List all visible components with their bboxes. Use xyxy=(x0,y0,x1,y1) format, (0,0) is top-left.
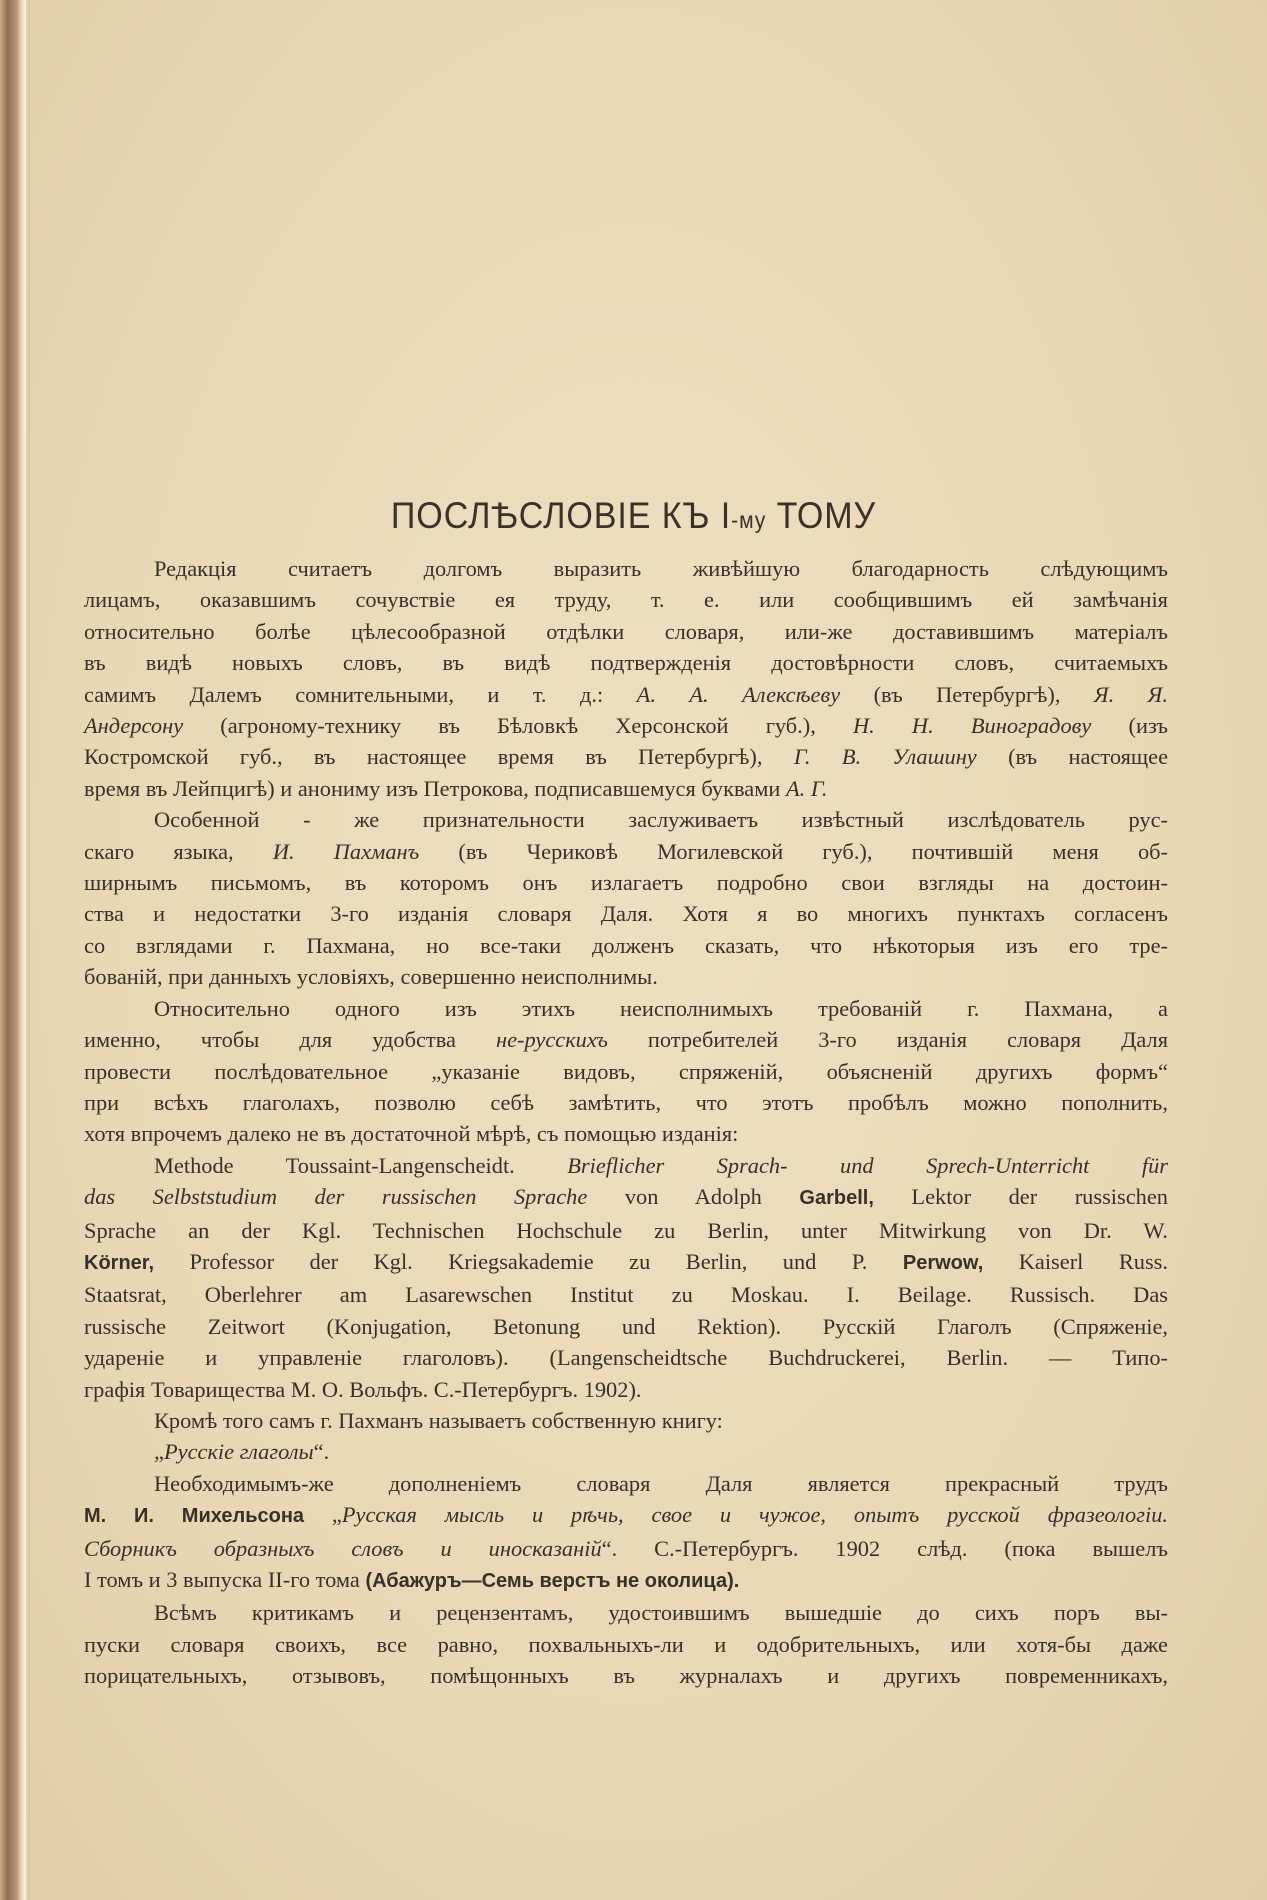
page-title xyxy=(51,495,1217,537)
text-run: удареніе и управленіе глаголовъ). (Langenscheidtsche Buchdruckerei, Berlin. — Типо- xyxy=(84,1345,1168,1371)
text-line xyxy=(84,1056,1168,1087)
text-line xyxy=(84,616,1168,647)
text-line xyxy=(84,1597,1168,1628)
text-run: Sprache an der Kgl. Technischen Hochschule zu Berlin, unter Mitwirkung von Dr. W. xyxy=(84,1217,1168,1243)
text-line xyxy=(84,1279,1168,1310)
italic-text: Я. Я. xyxy=(1093,681,1168,707)
text-line xyxy=(84,773,1168,804)
text-line xyxy=(84,930,1168,961)
italic-text: Г. В. Улашину xyxy=(793,744,977,770)
text-line xyxy=(84,993,1168,1024)
text-run: лицамъ, оказавшимъ сочувствіе ея труду, т. е. или сообщившимъ ей замѣчанія xyxy=(84,587,1168,613)
text-run: бованій, при данныхъ условіяхъ, совершенно неисполнимы. xyxy=(84,964,658,990)
text-run: ства и недостатки 3-го изданія словаря Даля. Хотя я во многихъ пунктахъ согласенъ xyxy=(84,901,1168,927)
text-run: Staatsrat, Oberlehrer am Lasarewschen Institut zu Moskau. I. Beilage. Russisch. Das xyxy=(84,1282,1168,1308)
text-run: ширнымъ письмомъ, въ которомъ онъ излагаетъ подробно свои взгляды на достоин- xyxy=(84,870,1168,896)
text-run: Кромѣ того самъ г. Пахманъ называетъ собственную книгу: xyxy=(154,1407,723,1433)
italic-text: Русская мысль и рѣчь, свое и чужое, опытъ русской фразеологіи. xyxy=(341,1502,1168,1528)
text-run: время въ Лейпцигѣ) и анониму изъ Петрокова, подписавшемуся буквами xyxy=(84,775,786,801)
italic-text: И. Пахманъ xyxy=(272,838,420,864)
text-line xyxy=(84,1311,1168,1342)
text-line xyxy=(84,836,1168,867)
italic-text: Сборникъ образныхъ словъ и иносказаній xyxy=(84,1535,602,1561)
text-run: Редакція считаетъ долгомъ выразить живѣйшую благодарность слѣдующимъ xyxy=(154,556,1168,581)
text-run: относительно болѣе цѣлесообразной отдѣлки словаря, или-же доставившимъ матеріалъ xyxy=(84,618,1168,644)
text-run: потребителей 3-го изданія словаря Даля xyxy=(607,1027,1168,1053)
italic-text: А. Г. xyxy=(785,775,828,801)
text-run: именно, чтобы для удобства xyxy=(84,1027,496,1053)
text-run: въ видѣ новыхъ словъ, въ видѣ подтвержденія достовѣрности словъ, считаемыхъ xyxy=(84,650,1168,676)
text-run: “. С.-Петербургъ. 1902 слѣд. (пока вышелъ xyxy=(601,1535,1168,1561)
text-run: Professor der Kgl. Kriegsakademie zu Berlin, und P. xyxy=(154,1248,903,1274)
text-run: „ xyxy=(154,1439,164,1465)
text-line xyxy=(84,1087,1168,1118)
text-line xyxy=(84,1342,1168,1373)
text-run: Всѣмъ критикамъ и рецензентамъ, удостоившимъ вышедшіе до сихъ поръ вы- xyxy=(154,1600,1168,1626)
text-run: I томъ и 3 выпуска II-го тома xyxy=(84,1567,366,1592)
text-run: „ xyxy=(304,1502,342,1528)
text-run: (агроному-технику въ Бѣловкѣ Херсонской губ.), xyxy=(183,713,853,739)
text-line xyxy=(84,647,1168,678)
italic-text: das Selbststudium der russischen Sprache xyxy=(84,1184,588,1210)
bold-text: Perwow, xyxy=(902,1251,984,1274)
text-run: пуски словаря своихъ, все равно, похвальныхъ-ли и одобрительныхъ, или хотя-бы даже xyxy=(84,1631,1168,1657)
text-line xyxy=(84,1246,1168,1279)
text-line xyxy=(84,1468,1168,1499)
text-line xyxy=(84,1499,1168,1532)
text-line xyxy=(84,804,1168,835)
text-line xyxy=(84,1024,1168,1055)
text-run: самимъ Далемъ сомнительными, и т. д.: xyxy=(84,681,637,707)
text-run: Methode Toussaint-Langenscheidt. xyxy=(154,1152,568,1178)
text-run: Относительно одного изъ этихъ неисполнимыхъ требованій г. Пахмана, а xyxy=(154,995,1168,1021)
text-line xyxy=(84,741,1168,772)
text-run: Lektor der russischen xyxy=(873,1184,1168,1210)
text-run: со взглядами г. Пахмана, но все-таки долженъ сказать, что нѣкоторыя изъ его тре- xyxy=(84,932,1168,958)
text-line xyxy=(84,1564,1168,1597)
afterword-body xyxy=(84,553,1168,1692)
text-line xyxy=(84,679,1168,710)
title-end: ТОМУ xyxy=(766,494,877,536)
text-run: Костромской губ., въ настоящее время въ Петербургѣ), xyxy=(84,744,794,770)
text-line xyxy=(84,898,1168,929)
spine-highlight xyxy=(24,0,26,1900)
text-run: Особенной - же признательности заслуживаетъ извѣстный изслѣдователь рус- xyxy=(154,807,1168,833)
text-run: провести послѣдовательное „указаніе видовъ, спряженій, объясненій другихъ формъ“ xyxy=(84,1058,1168,1084)
italic-text: Н. Н. Виноградову xyxy=(853,713,1092,739)
text-run: russische Zeitwort (Konjugation, Betonung und Rektion). Русскій Глаголъ (Спряженіе, xyxy=(84,1313,1168,1339)
bold-text: (Абажуръ—Семь верстъ не околица). xyxy=(365,1570,740,1592)
text-run: Kaiserl Russ. xyxy=(983,1248,1168,1274)
text-run: (въ Чериковѣ Могилевской губ.), почтившій меня об- xyxy=(419,838,1169,864)
text-line xyxy=(84,553,1168,584)
text-line xyxy=(84,1118,1168,1149)
text-line xyxy=(84,1629,1168,1660)
bold-text: Körner, xyxy=(84,1251,155,1274)
text-line xyxy=(84,1436,1168,1467)
italic-text: А. А. Алексѣеву xyxy=(636,681,841,707)
text-line xyxy=(84,710,1168,741)
title-ordinal-suffix: -му xyxy=(731,506,767,533)
italic-text: Brieflicher Sprach- und Sprech-Unterricht für xyxy=(567,1152,1168,1178)
text-line xyxy=(84,867,1168,898)
italic-text: Русскіе глаголы xyxy=(163,1439,314,1465)
text-line xyxy=(84,961,1168,992)
text-run: (въ Петербургѣ), xyxy=(840,681,1094,707)
text-line xyxy=(84,1660,1168,1691)
text-line xyxy=(84,584,1168,615)
text-run: при всѣхъ глаголахъ, позволю себѣ замѣтить, что этотъ пробѣлъ можно пополнить, xyxy=(84,1089,1168,1115)
italic-text: не-русскихъ xyxy=(495,1027,608,1053)
text-line xyxy=(84,1533,1168,1564)
text-run: порицательныхъ, отзывовъ, помѣщонныхъ въ журналахъ и другихъ повременникахъ, xyxy=(84,1663,1168,1689)
text-run: (въ настоящее xyxy=(976,744,1169,770)
text-line xyxy=(84,1181,1168,1214)
text-run: von Adolph xyxy=(587,1184,800,1210)
text-run: хотя впрочемъ далеко не въ достаточной мѣрѣ, съ помощью изданія: xyxy=(84,1121,739,1147)
text-run: (изъ xyxy=(1091,713,1168,739)
title-main: ПОСЛѢСЛОВІЕ КЪ I xyxy=(390,494,732,536)
bold-text: М. И. Михельсона xyxy=(84,1505,305,1528)
bold-text: Garbell, xyxy=(799,1187,874,1210)
text-line xyxy=(84,1374,1168,1405)
text-line xyxy=(84,1150,1168,1181)
italic-text: Андерсону xyxy=(84,713,184,739)
text-run: скаго языка, xyxy=(84,838,273,864)
text-run: “. xyxy=(313,1439,330,1465)
text-line xyxy=(84,1405,1168,1436)
text-run: графія Товарищества М. О. Вольфъ. С.-Петербургъ. 1902). xyxy=(84,1376,642,1402)
text-line xyxy=(84,1215,1168,1246)
text-run: Необходимымъ-же дополненіемъ словаря Даля является прекрасный трудъ xyxy=(154,1470,1168,1496)
